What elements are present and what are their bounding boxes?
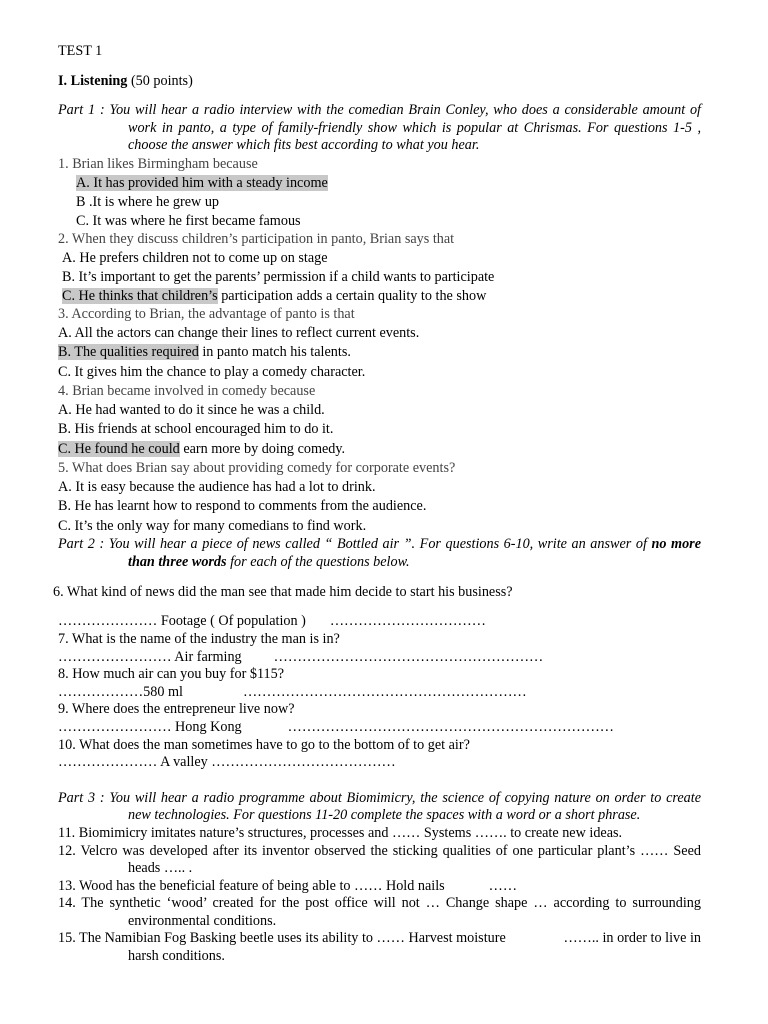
part2-intro-line1: Part 2 : You will hear a piece of news called “ Bottled air ”. For questions 6-10, write an answer of no more xyxy=(58,536,701,552)
q3-option-a: A. All the actors can change their lines to reflect current events. xyxy=(58,325,420,341)
highlighted-answer: C. He thinks that children’s xyxy=(62,288,218,304)
section-heading xyxy=(58,72,193,91)
highlighted-answer: A. It has provided him with a steady income xyxy=(76,175,328,191)
part1-intro-line1: Part 1 : You will hear a radio interview with the comedian Brain Conley, who does a considerable amount of xyxy=(58,102,701,118)
answer-9: …………………… Hong Kong xyxy=(58,719,242,735)
q5-option-b: B. He has learnt how to respond to comments from the audience. xyxy=(58,498,427,514)
question-8: 8. How much air can you buy for $115? xyxy=(58,666,285,682)
question-14-line2: environmental conditions. xyxy=(128,913,277,929)
question-2-stem: 2. When they discuss children’s participation in panto, Brian says that xyxy=(58,231,455,247)
question-3-stem: 3. According to Brian, the advantage of panto is that xyxy=(58,306,355,322)
part2-intro-line2: than three words for each of the questions below. xyxy=(128,554,410,570)
question-6: 6. What kind of news did the man see that made him decide to start his business? xyxy=(53,584,513,600)
q4-option-a: A. He had wanted to do it since he was a child. xyxy=(58,402,325,418)
answer-6-line: ………………… Footage ( Of population ) …………………………… xyxy=(58,613,486,629)
answer-9-line: …………………… Hong Kong …………………………………………………………… xyxy=(58,719,614,735)
part3-intro-line2: new technologies. For questions 11-20 complete the spaces with a word or a short phrase. xyxy=(128,807,641,823)
q4-option-b: B. His friends at school encouraged him to do it. xyxy=(58,421,334,437)
question-5-stem: 5. What does Brian say about providing comedy for corporate events? xyxy=(58,460,456,476)
q2-option-c: C. He thinks that children’s participation adds a certain quality to the show xyxy=(62,288,487,304)
q4-option-c: C. He found he could earn more by doing comedy. xyxy=(58,441,346,457)
q1-option-c: C. It was where he first became famous xyxy=(76,213,301,229)
section-points: (50 points) xyxy=(130,73,193,89)
section-name: I. Listening xyxy=(58,73,128,89)
test-title: TEST 1 xyxy=(58,43,103,59)
question-4-stem: 4. Brian became involved in comedy because xyxy=(58,383,316,399)
answer-6: ………………… Footage ( Of population ) xyxy=(58,613,306,629)
highlighted-answer: B. The qualities required xyxy=(58,344,199,360)
part3-intro-line1: Part 3 : You will hear a radio programme about Biomimicry, the science of copying nature on order to create xyxy=(58,790,701,806)
question-13: 13. Wood has the beneficial feature of being able to …… Hold nails …… xyxy=(58,878,518,894)
question-15-line1: 15. The Namibian Fog Basking beetle uses its ability to …… Harvest moisture …….. in order to live in xyxy=(58,930,701,946)
question-12-line2: heads ….. . xyxy=(128,860,193,876)
answer-10-line xyxy=(58,753,396,772)
question-15-line2: harsh conditions. xyxy=(128,948,225,964)
answer-7-line: …………………… Air farming ………………………………………………… xyxy=(58,649,544,665)
q3-option-b: B. The qualities required in panto match his talents. xyxy=(58,344,351,360)
answer-8-line: ………………580 ml …………………………………………………… xyxy=(58,684,527,700)
part1-intro-line3: choose the answer which fits best according to what you hear. xyxy=(128,137,480,153)
question-14-line1: 14. The synthetic ‘wood’ created for the post office will not … Change shape … according to surrounding xyxy=(58,895,701,911)
question-9: 9. Where does the entrepreneur live now? xyxy=(58,701,295,717)
q5-option-a: A. It is easy because the audience has had a lot to drink. xyxy=(58,479,376,495)
q1-option-a xyxy=(76,174,328,193)
question-1-stem: 1. Brian likes Birmingham because xyxy=(58,156,258,172)
question-7: 7. What is the name of the industry the man is in? xyxy=(58,631,340,647)
answer-8: ………………580 ml xyxy=(58,684,183,700)
q1-option-b: B .It is where he grew up xyxy=(76,194,220,210)
question-11: 11. Biomimicry imitates nature’s structures, processes and …… Systems ……. to create new ideas. xyxy=(58,825,623,841)
question-12-line1: 12. Velcro was developed after its inventor observed the sticking qualities of one particular plant’s …… Seed xyxy=(58,843,701,859)
q2-option-b: B. It’s important to get the parents’ permission if a child wants to participate xyxy=(62,269,495,285)
q5-option-c: C. It’s the only way for many comedians to find work. xyxy=(58,518,367,534)
q3-option-c: C. It gives him the chance to play a comedy character. xyxy=(58,364,366,380)
q2-option-a: A. He prefers children not to come up on stage xyxy=(62,250,328,266)
highlighted-answer: C. He found he could xyxy=(58,441,180,457)
answer-7: …………………… Air farming xyxy=(58,649,242,665)
question-10: 10. What does the man sometimes have to go to the bottom of to get air? xyxy=(58,737,470,753)
part1-intro-line2: work in panto, a type of family-friendly show which is popular at Chrismas. For questions 1-5 , xyxy=(128,120,701,136)
answer-10: ………………… A valley ………………………………… xyxy=(58,754,396,770)
